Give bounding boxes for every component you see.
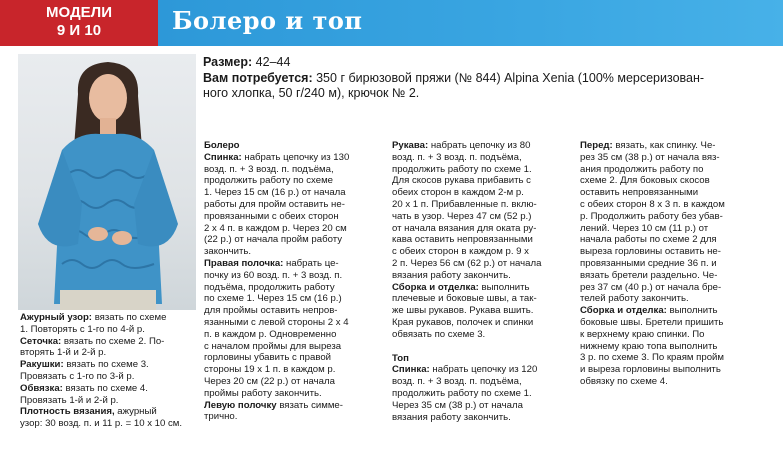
text-line: 2 п. Через 56 см (62 р.) от начала [392, 257, 542, 269]
badge-line1: МОДЕЛИ [46, 4, 112, 21]
text-line: Для скосов рукава прибавить с [392, 175, 531, 187]
pattern-text: ажурный [117, 406, 157, 418]
text-line: продолжить работу по схеме [204, 175, 334, 187]
assembly-label: Сборка и отделка: [580, 305, 667, 317]
text-line: обвязать по схеме 3. [392, 328, 486, 340]
text-line: схеме 2. Для боковых скосов [580, 175, 710, 187]
text-line: по схеме 1. Через 15 см (16 р.) [204, 293, 342, 305]
model-photo [18, 54, 196, 310]
text-line: (22 р.) от начала пройм работу [204, 234, 343, 246]
text-line: чать в узор. Через 47 см (52 р.) [392, 210, 532, 222]
text-line: и выреза горловины выполнить [580, 364, 721, 376]
text-line: вязать симме- [279, 399, 343, 411]
size-label: Размер: [203, 55, 253, 69]
text-line: горловины убавить с правой [204, 352, 332, 364]
model-illustration [18, 54, 196, 310]
text-line: ания продолжить работу по [580, 163, 704, 175]
badge-line2: 9 И 10 [56, 22, 102, 39]
text-line: возд. п. + 3 возд. п. подъёма, [392, 376, 522, 388]
text-line: начала работы по схеме 2 для [580, 234, 717, 246]
text-line: провязанными с обеих сторон [204, 210, 339, 222]
text-line: Через 20 см (22 р.) от начала [204, 375, 335, 387]
text-line: вязания работу закончить. [392, 269, 511, 281]
pattern-text: вторять 1-й и 2-й р. [20, 347, 107, 359]
text-line: вязать бретели раздельно. Че- [580, 269, 718, 281]
text-line: же швы рукавов. Рукава вшить. [392, 305, 534, 317]
assembly-label: Сборка и отделка: [392, 281, 479, 293]
model-badge [0, 0, 158, 46]
pattern-text: Провязать 1-й и 2-й р. [20, 394, 119, 406]
sleeves-column [392, 140, 572, 423]
intro-block [203, 55, 773, 102]
back-label: Спинка: [204, 151, 242, 163]
text-line: с началом проймы для выреза [204, 340, 342, 352]
pattern-label: Ракушки: [20, 359, 64, 371]
text-line: плечевые и боковые швы, а так- [392, 293, 537, 305]
text-line: работы для пройм оставить не- [204, 198, 345, 210]
text-line: 20 х 1 п. Прибавленные п. вклю- [392, 198, 537, 210]
text-line: вязания работу закончить. [392, 411, 511, 423]
text-line: проймы работу закончить. [204, 387, 322, 399]
text-line: язанными с левой стороны 2 х 4 [204, 316, 349, 328]
materials-line1: 350 г бирюзовой пряжи (№ 844) Alpina Xenia (100% мерсеризован- [316, 70, 705, 85]
text-line: трично. [204, 411, 238, 423]
text-line: возд. п. + 3 возд. п. подъёма, [392, 151, 522, 163]
text-line: рез 35 см (38 р.) от начала вяз- [580, 151, 720, 163]
text-line: п. в каждом р. Одновременно [204, 328, 337, 340]
text-line: лений. Через 10 см (11 р.) от [580, 222, 709, 234]
text-line: набрать цепочку из 80 [430, 140, 531, 151]
sleeves-label: Рукава: [392, 140, 429, 151]
pattern-label: Обвязка: [20, 382, 63, 394]
pattern-text: вязать по схеме [94, 312, 167, 323]
text-line: набрать це- [286, 257, 339, 269]
materials-label: Вам потребуется: [203, 70, 313, 85]
text-line: стороны 19 х 1 п. в каждом р. [204, 364, 336, 376]
text-line: провязанными средние 36 п. и [580, 257, 717, 269]
page-title: Болеро и топ [172, 6, 363, 35]
text-line: продолжить работу по схеме 1. [392, 387, 532, 399]
text-line: рез 37 см (40 р.) от начала бре- [580, 281, 722, 293]
text-line: телей работу закончить. [580, 293, 689, 305]
text-line: с обеих сторон 8 х 3 п. в каждом [580, 198, 725, 210]
text-line: Края рукавов, полочек и спинки [392, 316, 534, 328]
pattern-text: 1. Повторять с 1-го по 4-й р. [20, 323, 145, 335]
title-bar [158, 0, 783, 46]
text-line: набрать цепочку из 130 [244, 151, 350, 163]
pattern-text: вязать по схеме 4. [65, 382, 148, 394]
text-line: обвязку по схеме 4. [580, 375, 668, 387]
text-line: оставить непровязанными [580, 187, 699, 199]
text-line: с обеих сторон в каждом р. 9 х [392, 246, 529, 258]
text-line: 3 р. по схеме 3. По краям пройм [580, 352, 724, 364]
patterns-column [20, 312, 198, 430]
text-line: от начала вязания для оката ру- [392, 222, 537, 234]
text-line: Через 35 см (38 р.) от начала [392, 399, 523, 411]
text-line: для проймы оставить непров- [204, 305, 338, 317]
text-line: набрать цепочку из 120 [432, 364, 538, 376]
text-line: выреза горловины оставить не- [580, 246, 721, 258]
pattern-text: Провязать с 1-го по 3-й р. [20, 370, 135, 382]
text-line: нижнему краю топа выполнить [580, 340, 718, 352]
text-line: кава оставить непровязанными [392, 234, 533, 246]
front-column [580, 140, 770, 388]
pattern-label: Плотность вязания, [20, 406, 115, 418]
pattern-label: Ажурный узор: [20, 312, 93, 323]
text-line: к верхнему краю спинки. По [580, 328, 705, 340]
text-line: обеих сторон в каждом 2-м р. [392, 187, 524, 199]
text-line: 2 х 4 п. в каждом р. Через 20 см [204, 222, 347, 234]
materials-line2: ного хлопка, 50 г/240 м), крючок № 2. [203, 86, 420, 100]
right-front-label: Правая полочка: [204, 257, 284, 269]
text-line: 1. Через 15 см (16 р.) от начала [204, 187, 346, 199]
text-line: р. Продолжить работу без убав- [580, 210, 723, 222]
text-line: боковые швы. Бретели пришить [580, 316, 724, 328]
text-line: подъёма, продолжить работу [204, 281, 335, 293]
size-value: 42–44 [255, 55, 291, 69]
text-line: почку из 60 возд. п. + 3 возд. п. [204, 269, 343, 281]
bolero-column [204, 140, 384, 423]
pattern-label: Сеточка: [20, 335, 62, 347]
left-front-label: Левую полочку [204, 399, 277, 411]
text-line: закончить. [204, 246, 252, 258]
pattern-text: вязать по схеме 3. [66, 359, 149, 371]
text-line: возд. п. + 3 возд. п. подъёма, [204, 163, 334, 175]
text-line: выполнить [669, 305, 718, 317]
section-heading: Топ [392, 352, 409, 364]
text-line: вязать, как спинку. Че- [615, 140, 716, 151]
front-label: Перед: [580, 140, 613, 151]
text-line: продолжить работу по схеме 1. [392, 163, 532, 175]
pattern-text: вязать по схеме 2. По- [63, 335, 165, 347]
pattern-text: узор: 30 возд. п. и 11 р. = 10 х 10 см. [20, 418, 183, 430]
section-heading: Болеро [204, 140, 240, 151]
text-line: выполнить [481, 281, 530, 293]
back-label: Спинка: [392, 364, 430, 376]
